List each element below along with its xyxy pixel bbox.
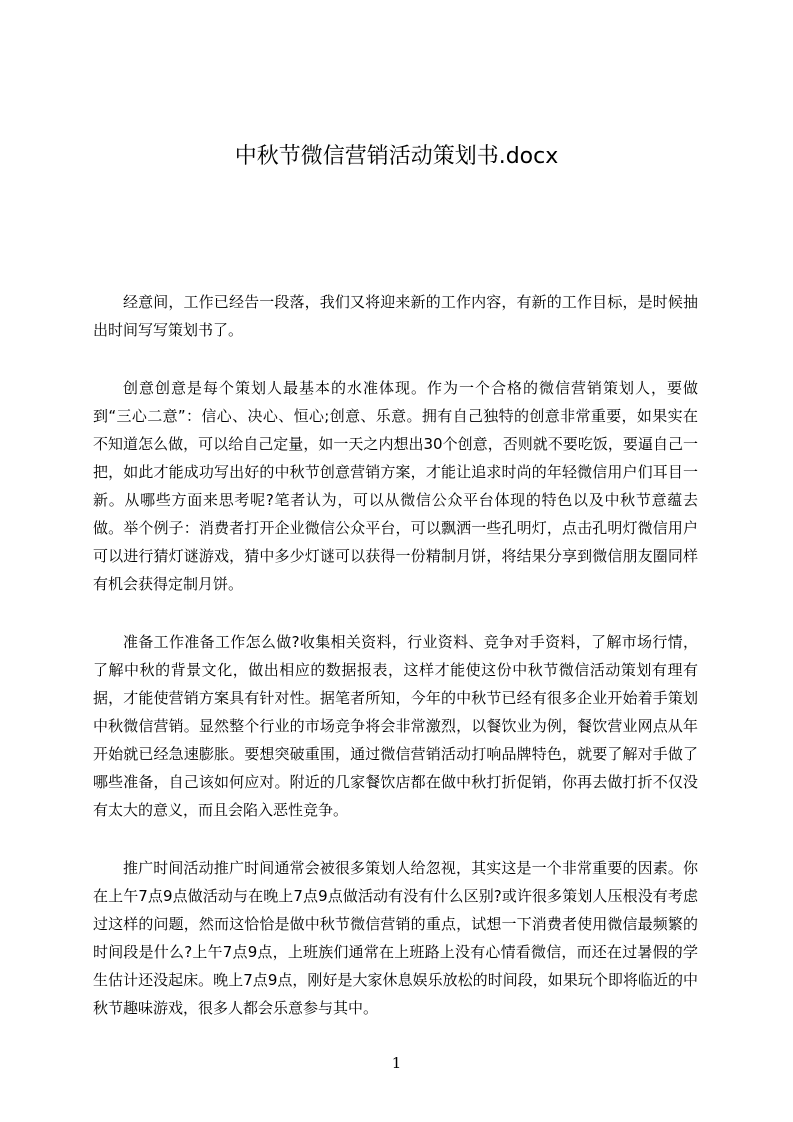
- document-title: 中秋节微信营销活动策划书.docx: [234, 144, 559, 169]
- paragraph-promotion-time: 推广时间活动推广时间通常会被很多策划人给忽视，其实这是一个非常重要的因素。你在上午7点9点做活动与在晚上7点9点做活动有没有什么区别?或许很多策划人压根没有考虑过这样的问题，然而这恰恰是做中秋节微信营销的重点，试想一下消费者使用微信最频繁的时间段是什么?上午7点9点，上班族们通常在上班路上没有心情看微信，而还在过暑假的学生估计还没起床。晚上7点9点，刚好是大家休息娱乐放松的时间段，如果玩个即将临近的中秋节趣味游戏，很多人都会乐意参与其中。: [93, 859, 698, 1017]
- paragraph-intro: 经意间，工作已经告一段落，我们又将迎来新的工作内容，有新的工作目标，是时候抽出时间写写策划书了。: [93, 293, 698, 339]
- paragraph-preparation: 准备工作准备工作怎么做?收集相关资料，行业资料、竞争对手资料，了解市场行情，了解中秋的背景文化，做出相应的数据报表，这样才能使这份中秋节微信活动策划有理有据，才能使营销方案具有针对性。据笔者所知，今年的中秋节已经有很多企业开始着手策划中秋微信营销。显然整个行业的市场竞争将会非常激烈，以餐饮业为例，餐饮营业网点从年开始就已经急速膨胀。要想突破重围，通过微信营销活动打响品牌特色，就要了解对手做了哪些准备，自己该如何应对。附近的几家餐饮店都在做中秋打折促销，你再去做打折不仅没有太大的意义，而且会陷入恶性竞争。: [93, 633, 698, 819]
- paragraph-creativity: 创意创意是每个策划人最基本的水准体现。作为一个合格的微信营销策划人，要做到“三心二意”：信心、决心、恒心;创意、乐意。拥有自己独特的创意非常重要，如果实在不知道怎么做，可以给自己定量，如一天之内想出30个创意，否则就不要吃饭，要逼自己一把，如此才能成功写出好的中秋节创意营销方案，才能让追求时尚的年轻微信用户们耳目一新。从哪些方面来思考呢?笔者认为，可以从微信公众平台体现的特色以及中秋节意蕴去做。举个例子：消费者打开企业微信公众平台，可以飘洒一些孔明灯，点击孔明灯微信用户可以进行猜灯谜游戏，猜中多少灯谜可以获得一份精制月饼，将结果分享到微信朋友圈同样有机会获得定制月饼。: [93, 379, 698, 593]
- page-number: 1: [391, 1054, 402, 1072]
- document-body: [93, 288, 698, 1052]
